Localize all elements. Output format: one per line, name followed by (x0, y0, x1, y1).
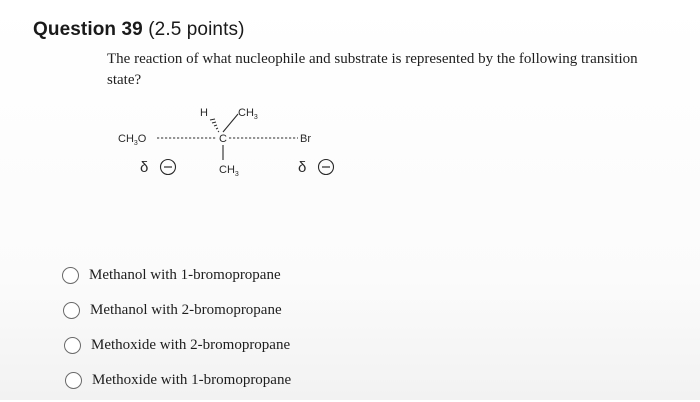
delta-right: δ (298, 159, 307, 176)
question-prompt: The reaction of what nucleophile and substrate is represented by the following transition state? (107, 51, 638, 88)
ch3-bottom-label: $CH_3$ (219, 164, 239, 178)
central-carbon-label: C (219, 133, 227, 145)
bromine-label: Br (300, 133, 311, 145)
hashed-wedge-bond (210, 119, 219, 132)
question-points: (2.5 points) (148, 19, 245, 40)
methoxide-label: $CH_3O$ (118, 133, 147, 147)
transition-state-structure (110, 100, 370, 192)
minus-circle-right-icon (319, 160, 334, 175)
option-label: Methanol with 1-bromopropane (89, 267, 281, 283)
radio-button[interactable] (62, 267, 79, 284)
ch3-top-label: $CH_3$ (238, 107, 258, 121)
answer-options (62, 262, 291, 402)
option-label: Methoxide with 1-bromopropane (92, 372, 292, 388)
option-label: Methanol with 2-bromopropane (90, 302, 282, 318)
question-title (33, 19, 245, 41)
option-1[interactable] (62, 262, 291, 289)
bond-to-top-methyl (223, 114, 238, 132)
minus-circle-left-icon (161, 160, 176, 175)
radio-button[interactable] (63, 302, 80, 319)
question-number: Question 39 (33, 19, 143, 40)
option-2[interactable] (63, 297, 291, 324)
h-atom-label: H (200, 107, 208, 119)
option-label: Methoxide with 2-bromopropane (91, 337, 291, 353)
delta-left: δ (140, 159, 149, 176)
option-3[interactable] (64, 332, 291, 359)
radio-button[interactable] (65, 372, 82, 389)
radio-button[interactable] (64, 337, 81, 354)
option-4[interactable] (65, 367, 291, 394)
